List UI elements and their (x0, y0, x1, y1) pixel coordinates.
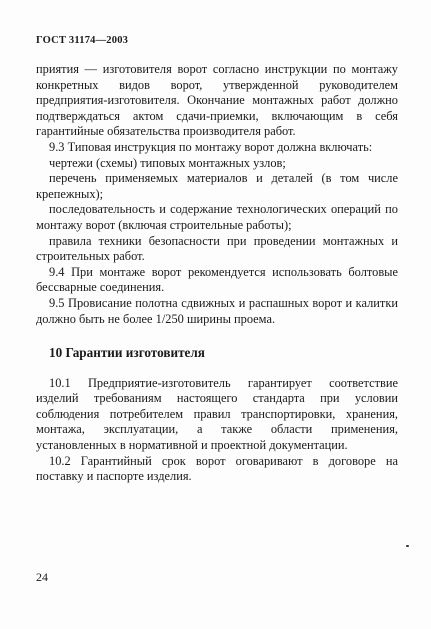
list-item-materials: перечень применяемых материалов и деталей (в том числе крепежных); (36, 171, 398, 201)
paragraph-9-5: 9.5 Провисание полотна сдвижных и распашных ворот и калитки должно быть не более 1/250 ширины проема. (36, 295, 398, 326)
scan-speck (406, 545, 409, 547)
paragraph-10-1: 10.1 Предприятие-изготовитель гарантирует соответствие изделий требованиям настоящего стандарта при условии соблюдения потребителем правил транспортировки, хранения, монтажа, эксплуатации, а также области применения, установленных в нормативной и проектной документации. (36, 375, 398, 453)
document-header-code: ГОСТ 31174—2003 (36, 35, 129, 46)
list-item-drawings: чертежи (схемы) типовых монтажных узлов; (49, 155, 286, 170)
list-item-safety-rules: правила техники безопасности при проведении монтажных и строительных работ. (36, 233, 398, 264)
paragraph-10-2: 10.2 Гарантийный срок ворот оговаривают в договоре на поставку и паспорте изделия. (36, 453, 398, 484)
paragraph-9-3: 9.3 Типовая инструкция по монтажу ворот должна включать: (49, 139, 373, 154)
paragraph-continuation: приятия — изготовителя ворот согласно инструкции по монтажу конкретных видов ворот, утвержденной руководителем предприятия-изготовителя. Окончание монтажных работ должно подтверждаться актом сдачи-приемки, включающим в себя гарантийные обязательства производителя работ. (36, 62, 398, 139)
list-item-operations: последовательность и содержание технологических операций по монтажу ворот (включая строительные работы); (36, 202, 398, 232)
page-number: 24 (36, 570, 48, 584)
paragraph-9-4: 9.4 При монтаже ворот рекомендуется использовать болтовые бессварные соединения. (36, 264, 398, 295)
document-body (36, 62, 398, 485)
section-10-heading: 10 Гарантии изготовителя (49, 345, 205, 361)
